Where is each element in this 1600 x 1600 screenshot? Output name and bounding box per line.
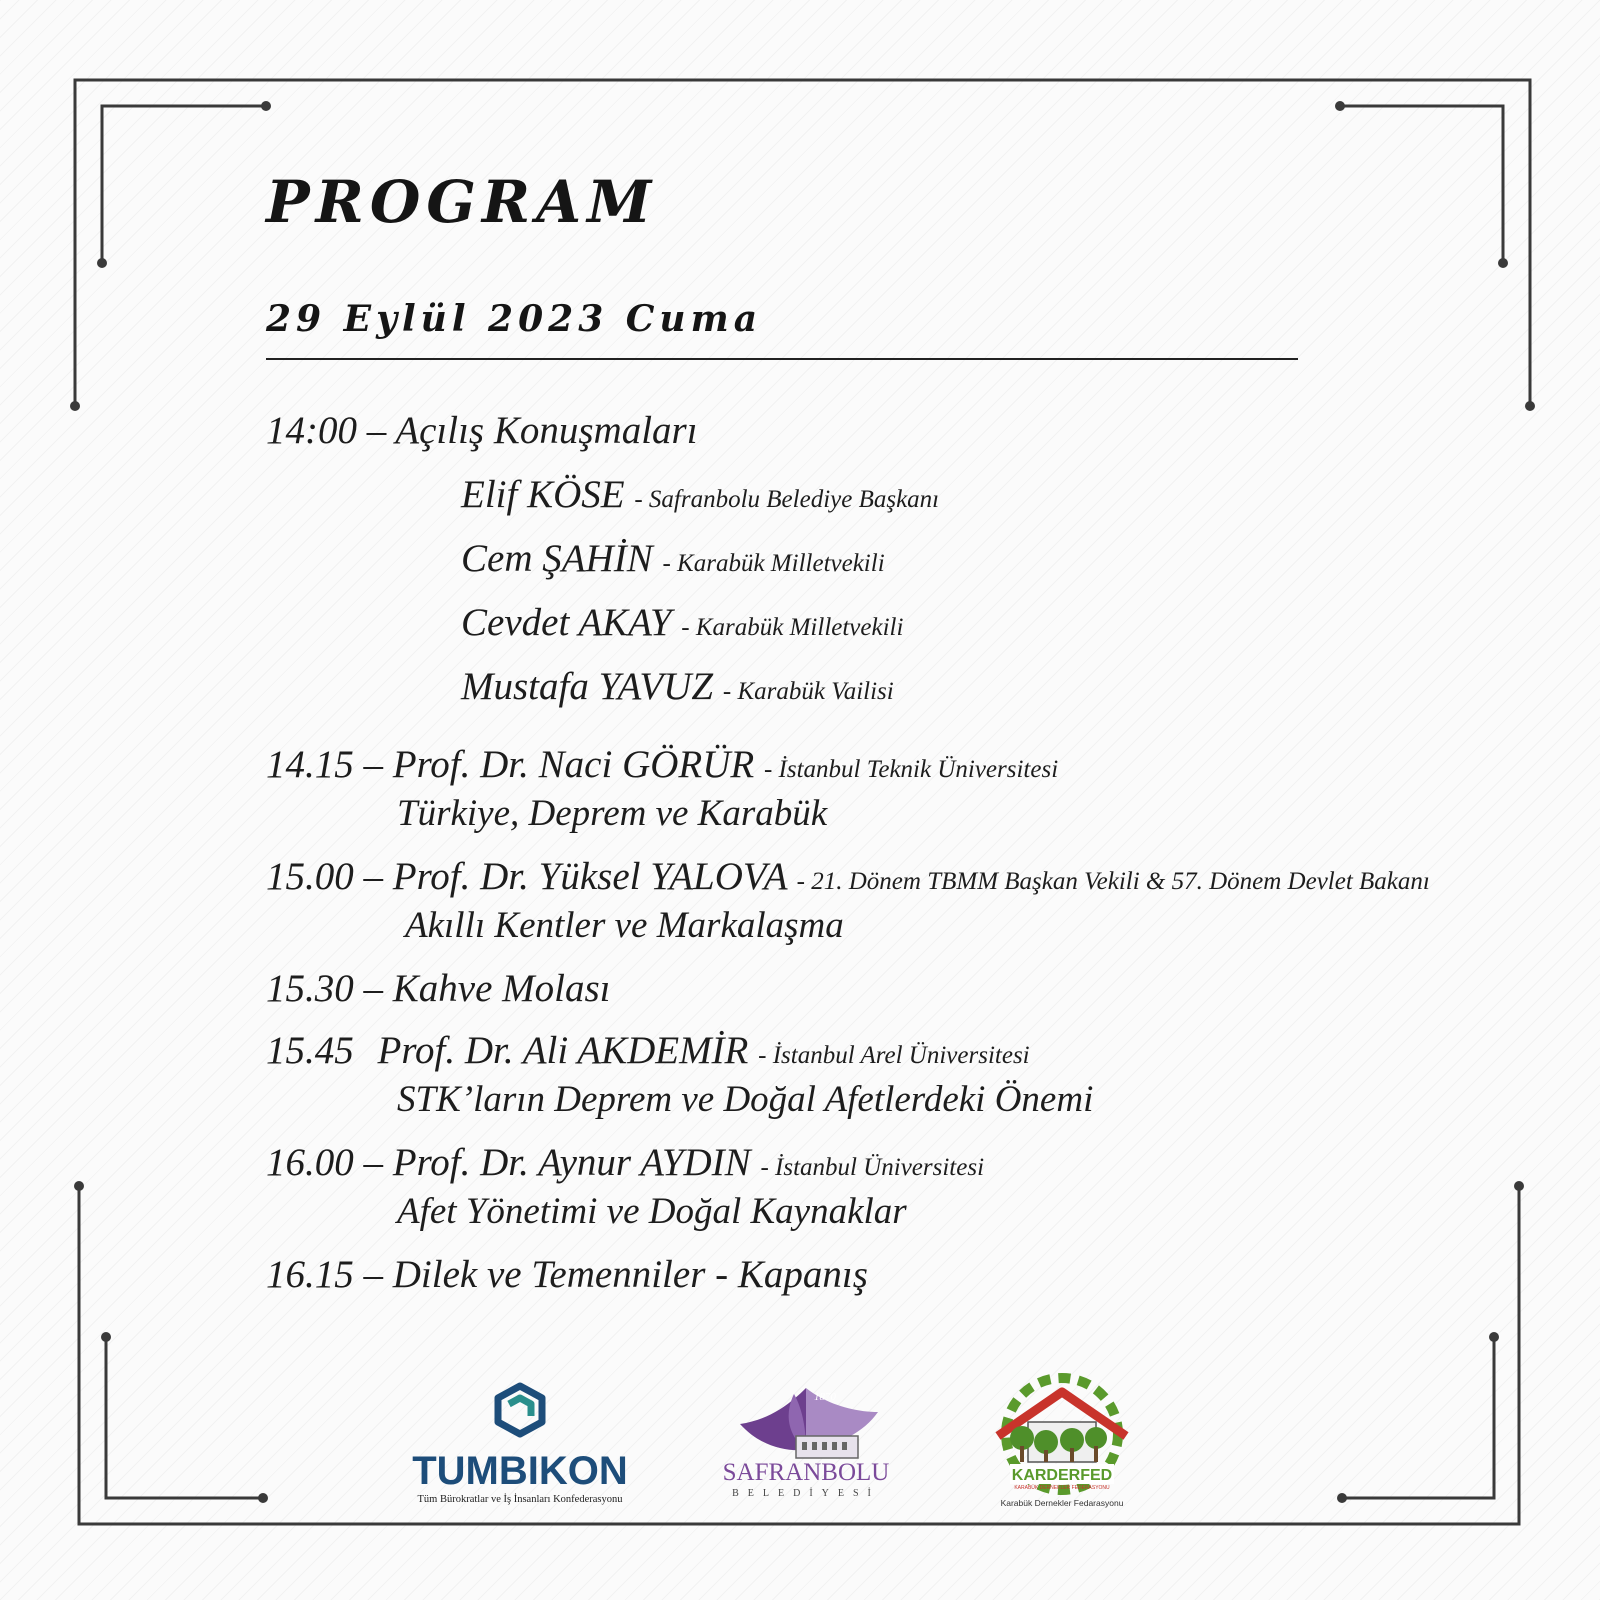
schedule-item-break [266, 966, 610, 1011]
item-time: 15.45 [266, 1029, 354, 1072]
item-separator: – [363, 1253, 383, 1296]
speaker-role: - Safranbolu Belediye Başkanı [634, 486, 940, 513]
schedule-item-opening [266, 408, 698, 453]
svg-text:BELEDİYESİ: BELEDİYESİ [732, 1488, 880, 1499]
opening-speaker [461, 664, 894, 709]
svg-text:TUMBIKON: TUMBIKON [412, 1449, 628, 1493]
karderfed-logo [982, 1372, 1142, 1512]
item-time: 16.00 [266, 1141, 354, 1184]
program-title: PROGRAM [266, 168, 658, 236]
svg-text:KARDERFED: KARDERFED [1011, 1467, 1113, 1484]
schedule-item [266, 1140, 984, 1185]
speaker-role: - Karabük Milletvekili [681, 614, 904, 641]
speaker-affiliation: - İstanbul Üniversitesi [760, 1154, 985, 1181]
speaker-name: Prof. Dr. Naci GÖRÜR [392, 743, 755, 786]
schedule-item-closing [266, 1252, 868, 1297]
date-underline [266, 358, 1298, 360]
item-title: Kahve Molası [392, 967, 611, 1010]
schedule-item [266, 854, 1430, 899]
speaker-name: Cevdet AKAY [461, 601, 672, 644]
opening-speaker [461, 600, 903, 645]
speaker-name: Cem ŞAHİN [461, 537, 653, 580]
item-separator: – [363, 743, 383, 786]
item-time: 15.30 [266, 967, 354, 1010]
item-title: Dilek ve Temenniler - Kapanış [392, 1253, 868, 1296]
opening-speaker [461, 536, 885, 581]
safranbolu-belediyesi-logo [706, 1374, 906, 1506]
speaker-role: - Karabük Milletvekili [662, 550, 885, 577]
item-separator: – [363, 967, 383, 1010]
svg-text:Karabük Dernekler Fedarasyonu: Karabük Dernekler Fedarasyonu [1000, 1498, 1124, 1508]
item-title: Açılış Konuşmaları [395, 409, 698, 452]
speaker-affiliation: - İstanbul Arel Üniversitesi [758, 1042, 1030, 1069]
item-time: 14.15 [266, 743, 354, 786]
speaker-name: Prof. Dr. Aynur AYDIN [392, 1141, 751, 1184]
svg-text:SAFRANBOLU: SAFRANBOLU [722, 1459, 890, 1486]
item-time: 15.00 [266, 855, 354, 898]
svg-text:Tüm Bürokratlar ve İş İnsanlar: Tüm Bürokratlar ve İş İnsanları Konfederasyonu [417, 1494, 623, 1505]
speaker-name: Elif KÖSE [461, 473, 625, 516]
item-separator: – [366, 409, 387, 452]
event-date: 29 Eylül 2023 Cuma [266, 298, 763, 340]
schedule-item [266, 1028, 1030, 1073]
speaker-affiliation: - İstanbul Teknik Üniversitesi [763, 756, 1059, 783]
schedule-item [266, 742, 1058, 787]
item-time: 16.15 [266, 1253, 354, 1296]
speaker-affiliation: - 21. Dönem TBMM Başkan Vekili & 57. Dönem Devlet Bakanı [796, 868, 1430, 895]
tumbikon-logo [410, 1378, 630, 1506]
speaker-name: Prof. Dr. Yüksel YALOVA [392, 855, 787, 898]
talk-topic: Akıllı Kentler ve Markalaşma [405, 905, 844, 946]
talk-topic: Afet Yönetimi ve Doğal Kaynaklar [397, 1191, 907, 1232]
opening-speaker [461, 472, 939, 517]
item-time: 14:00 [266, 409, 357, 452]
item-separator: – [363, 855, 383, 898]
talk-topic: Türkiye, Deprem ve Karabük [397, 793, 828, 834]
speaker-role: - Karabük Vailisi [722, 678, 894, 705]
speaker-name: Mustafa YAVUZ [461, 665, 714, 708]
svg-text:1870: 1870 [814, 1391, 836, 1403]
item-separator: – [363, 1141, 383, 1184]
talk-topic: STK’ların Deprem ve Doğal Afetlerdeki Önemi [397, 1079, 1094, 1120]
speaker-name: Prof. Dr. Ali AKDEMİR [377, 1029, 749, 1072]
svg-text:KARABÜK DERNEKLER FEDERASYONU: KARABÜK DERNEKLER FEDERASYONU [1014, 1485, 1110, 1491]
